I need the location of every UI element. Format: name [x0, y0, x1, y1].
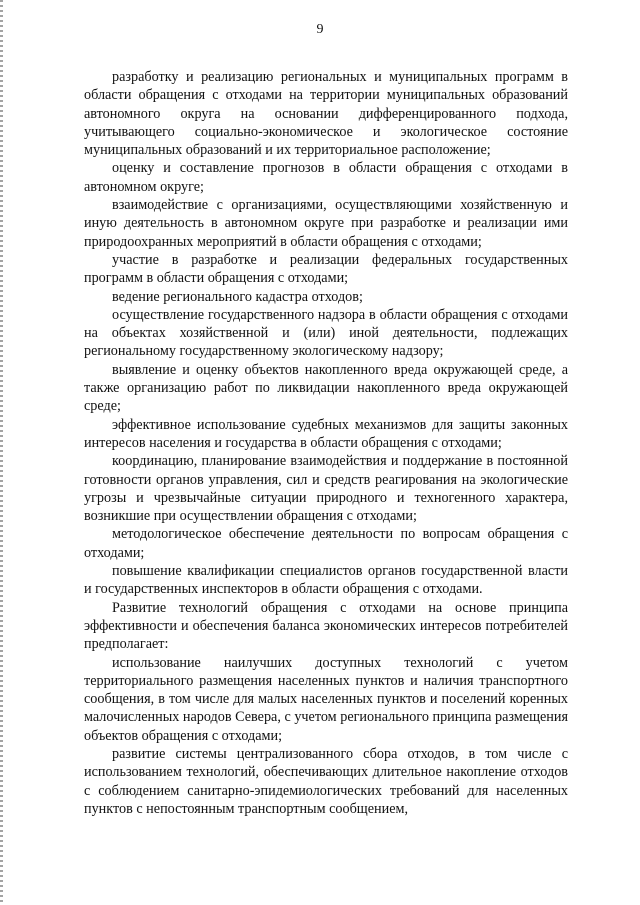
paragraph: эффективное использование судебных механизмов для защиты законных интересов населения и государства в области обращения с отходами; — [84, 416, 568, 451]
scan-edge-artifact — [0, 0, 3, 905]
paragraph: координацию, планирование взаимодействия и поддержание в постоянной готовности органов управления, сил и средств реагирования на экологические угрозы и чрезвычайные ситуации природного и техногенного характера, возникшие при осуществлении обращения с отходами; — [84, 453, 568, 525]
page-number: 9 — [316, 22, 324, 37]
paragraph: развитие системы централизованного сбора отходов, в том числе с использованием технологий, обеспечивающих длительное накопление отходов с соблюдением санитарно-эпидемиологических требований для населенных пунктов с непостоянным транспортным сообщением, — [84, 745, 568, 817]
document-body — [84, 68, 568, 818]
paragraph: осуществление государственного надзора в области обращения с отходами на объектах хозяйственной и (или) иной деятельности, подлежащих региональному государственному экологическому надзору; — [84, 306, 568, 360]
paragraph: Развитие технологий обращения с отходами на основе принципа эффективности и обеспечения баланса экономических интересов потребителей предполагает: — [84, 599, 568, 653]
paragraph: оценку и составление прогнозов в области обращения с отходами в автономном округе; — [84, 160, 568, 195]
paragraph: разработку и реализацию региональных и муниципальных программ в области обращения с отходами на территории муниципальных образований автономного округа на основании дифференцированного подхода, учитывающего социально-экономическое и экологическое состояние муниципальных образований и их территориальное расположение; — [84, 69, 568, 159]
paragraph: участие в разработке и реализации федеральных государственных программ в области обращения с отходами; — [84, 251, 568, 287]
paragraph: методологическое обеспечение деятельности по вопросам обращения с отходами; — [84, 526, 568, 561]
paragraph: ведение регионального кадастра отходов; — [112, 288, 363, 305]
paragraph: повышение квалификации специалистов органов государственной власти и государственных инспекторов в области обращения с отходами. — [84, 563, 568, 598]
paragraph: выявление и оценку объектов накопленного вреда окружающей среде, а также организацию работ по ликвидации накопленного вреда окружающей среде; — [84, 361, 568, 415]
paragraph: использование наилучших доступных технологий с учетом территориального размещения населенных пунктов и наличия транспортного сообщения, в том числе для малых населенных пунктов и поселений коренных малочисленных народов Севера, с учетом регионального принципа размещения объектов обращения с отходами; — [84, 654, 568, 744]
paragraph: взаимодействие с организациями, осуществляющими хозяйственную и иную деятельность в автономном округе при разработке и реализации ими природоохранных мероприятий в области обращения с отходами; — [84, 197, 568, 250]
